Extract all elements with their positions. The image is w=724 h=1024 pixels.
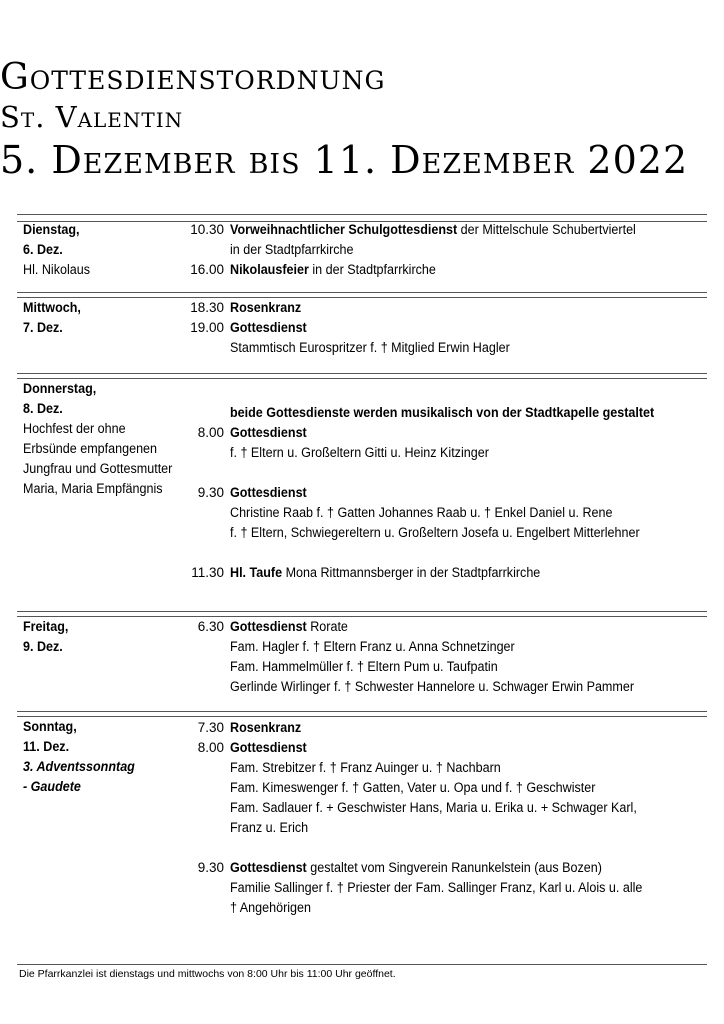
service-title: Hl. Taufe <box>230 565 283 580</box>
day-note: Hochfest der ohne <box>23 421 126 436</box>
service-entry <box>230 338 510 358</box>
service-time: 10.30 <box>190 222 224 237</box>
section-divider <box>17 611 707 612</box>
section-divider <box>17 616 707 617</box>
service-title: Gottesdienst <box>230 485 307 500</box>
service-entry <box>230 563 540 583</box>
service-entry <box>230 637 515 657</box>
service-entry <box>230 657 498 677</box>
office-hours-note: Die Pfarrkanzlei ist dienstags und mittwochs von 8:00 Uhr bis 11:00 Uhr geöffnet. <box>19 968 396 980</box>
service-entry <box>230 718 301 738</box>
service-details: Fam. Kimeswenger f. † Gatten, Vater u. Opa und f. † Geschwister <box>230 780 596 795</box>
service-title: Gottesdienst <box>230 740 307 755</box>
section-divider <box>17 378 707 379</box>
service-entry <box>230 758 501 778</box>
service-details: † Angehörigen <box>230 900 311 915</box>
service-details: Mona Rittmannsberger in der Stadtpfarrkirche <box>282 565 541 580</box>
service-time: 11.30 <box>191 565 224 580</box>
service-time: 8.00 <box>197 425 224 440</box>
service-entry <box>230 778 595 798</box>
service-details: in der Stadtpfarrkirche <box>230 242 354 257</box>
service-entry <box>230 403 654 423</box>
service-title: beide Gottesdienste werden musikalisch von der Stadtkapelle gestaltet <box>230 405 655 420</box>
day-note: - Gaudete <box>23 779 81 794</box>
day-date: 8. Dez. <box>23 401 63 416</box>
day-note: Jungfrau und Gottesmutter <box>23 461 173 476</box>
service-title: Gottesdienst <box>230 320 307 335</box>
day-date: 6. Dez. <box>23 242 63 257</box>
day-name: Dienstag, <box>23 222 80 237</box>
day-date: 7. Dez. <box>23 320 63 335</box>
section-divider <box>17 716 707 717</box>
service-title: Gottesdienst <box>230 425 307 440</box>
service-time: 19.00 <box>190 320 224 335</box>
service-details: Fam. Hammelmüller f. † Eltern Pum u. Taufpatin <box>230 659 498 674</box>
service-details: Fam. Sadlauer f. + Geschwister Hans, Maria u. Erika u. + Schwager Karl, <box>230 800 637 815</box>
day-date: 11. Dez. <box>23 739 70 754</box>
day-note: Hl. Nikolaus <box>23 262 90 277</box>
day-note: Erbsünde empfangenen <box>23 441 158 456</box>
service-time: 9.30 <box>197 485 224 500</box>
service-entry <box>230 677 634 697</box>
service-details: Fam. Strebitzer f. † Franz Auinger u. † Nachbarn <box>230 760 501 775</box>
day-name: Freitag, <box>23 619 69 634</box>
section-divider <box>17 297 707 298</box>
service-entry <box>230 798 637 818</box>
service-details: Gerlinde Wirlinger f. † Schwester Hannelore u. Schwager Erwin Pammer <box>230 679 635 694</box>
service-title: Rosenkranz <box>230 720 302 735</box>
section-divider <box>17 373 707 374</box>
service-entry <box>230 260 436 280</box>
section-divider <box>17 214 707 215</box>
service-title: Nikolausfeier <box>230 262 309 277</box>
service-time: 9.30 <box>197 860 224 875</box>
service-entry <box>230 523 640 543</box>
service-details: Franz u. Erich <box>230 820 309 835</box>
service-entry <box>230 818 308 838</box>
service-entry <box>230 240 354 260</box>
service-time: 6.30 <box>197 619 224 634</box>
section-divider <box>17 711 707 712</box>
service-time: 7.30 <box>197 720 224 735</box>
section-divider <box>17 292 707 293</box>
parish-name: St. Valentin <box>0 100 184 134</box>
service-details: f. † Eltern, Schwiegereltern u. Großeltern Josefa u. Engelbert Mitterlehner <box>230 525 640 540</box>
service-entry <box>230 898 311 918</box>
service-entry <box>230 617 348 637</box>
service-title: Gottesdienst <box>230 619 307 634</box>
service-entry <box>230 220 636 240</box>
service-entry <box>230 318 307 338</box>
page-title: Gottesdienstordnung <box>0 57 386 98</box>
date-range: 5. Dezember bis 11. Dezember 2022 <box>0 138 689 182</box>
service-details: Familie Sallinger f. † Priester der Fam. Sallinger Franz, Karl u. Alois u. alle <box>230 880 643 895</box>
service-entry <box>230 483 307 503</box>
service-title: Rosenkranz <box>230 300 302 315</box>
service-time: 18.30 <box>190 300 224 315</box>
service-entry <box>230 878 642 898</box>
day-name: Mittwoch, <box>23 300 81 315</box>
service-entry <box>230 858 602 878</box>
service-title: Gottesdienst <box>230 860 307 875</box>
service-details: f. † Eltern u. Großeltern Gitti u. Heinz Kitzinger <box>230 445 489 460</box>
section-divider <box>17 964 707 965</box>
service-details: Rorate <box>306 619 348 634</box>
day-note: Maria, Maria Empfängnis <box>23 481 163 496</box>
service-time: 8.00 <box>197 740 224 755</box>
service-title: Vorweihnachtlicher Schulgottesdienst <box>230 222 458 237</box>
day-name: Sonntag, <box>23 719 77 734</box>
service-details: in der Stadtpfarrkirche <box>308 262 436 277</box>
day-name: Donnerstag, <box>23 381 97 396</box>
service-details: der Mittelschule Schubertviertel <box>457 222 636 237</box>
service-entry <box>230 443 489 463</box>
service-entry <box>230 503 612 523</box>
service-entry <box>230 423 307 443</box>
service-time: 16.00 <box>190 262 224 277</box>
service-details: gestaltet vom Singverein Ranunkelstein (aus Bozen) <box>306 860 602 875</box>
service-entry <box>230 738 307 758</box>
day-note: 3. Adventssonntag <box>23 759 135 774</box>
service-details: Stammtisch Eurospritzer f. † Mitglied Erwin Hagler <box>230 340 510 355</box>
day-date: 9. Dez. <box>23 639 63 654</box>
service-details: Fam. Hagler f. † Eltern Franz u. Anna Schnetzinger <box>230 639 515 654</box>
service-details: Christine Raab f. † Gatten Johannes Raab u. † Enkel Daniel u. Rene <box>230 505 613 520</box>
service-entry <box>230 298 301 318</box>
